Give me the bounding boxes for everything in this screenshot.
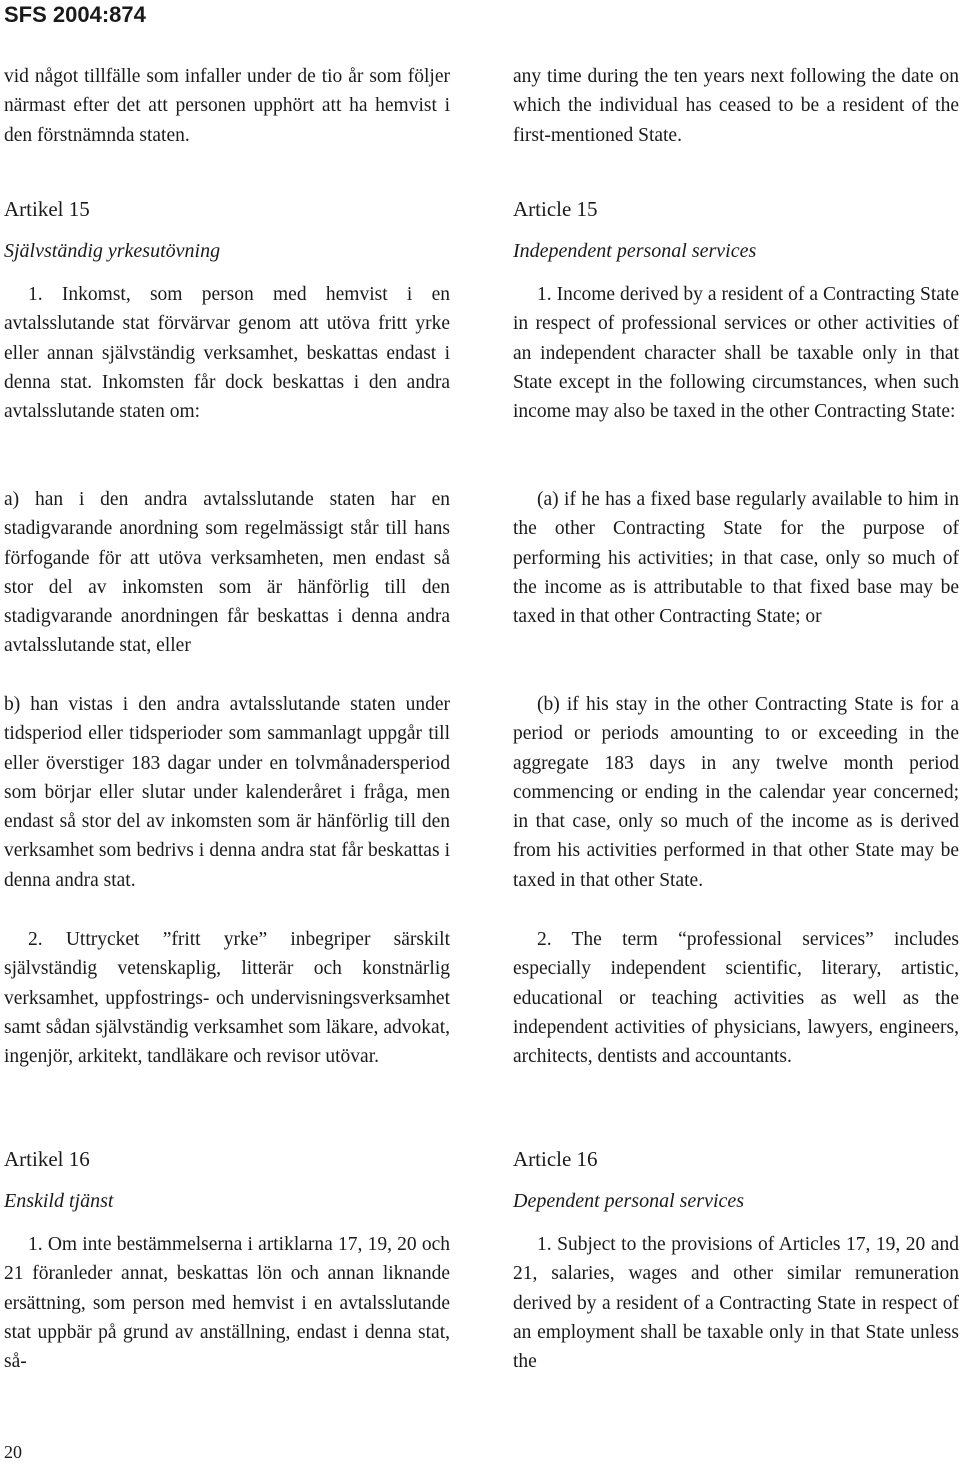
en-intro: any time during the ten years next following the date on which the individual has ceased to be a resident of the first-mentioned State. xyxy=(513,66,959,146)
en-art16-p1: 1. Subject to the provisions of Articles 17, 19, 20 and 21, salaries, wages and other similar remuneration derived by a resident of a Contracting State in respect of an employment shall be taxable only in that State unless the xyxy=(513,1234,959,1373)
sv-art15-p2: 2. Uttrycket ”fritt yrke” inbegriper särskilt självständig vetenskaplig, litterär och konstnärlig verksamhet, uppfostrings- och undervisningsverksamhet samt sådan självständig verksamhet som läkare, advokat, ingenjör, arkitekt, tandläkare och revisor utövar. xyxy=(4,929,450,1068)
sv-art15-pb: b) han vistas i den andra avtalsslutande staten under tidsperiod eller tidsperioder som sammanlagt uppgår till eller överstiger 183 dagar under en tolvmånadersperiod som börjar eller slutar under kalenderåret i fråga, men endast så stor del av inkomsten som är hänförlig till den verksamhet som bedrivs i denna andra stat får beskattas i denna andra stat. xyxy=(4,694,450,891)
sv-art16-subheading: Enskild tjänst xyxy=(4,1190,114,1212)
sv-art15-subheading: Självständig yrkesutövning xyxy=(4,240,221,262)
sv-art15-pa: a) han i den andra avtalsslutande staten har en stadigvarande anordning som regelmässigt står till hans förfogande för att utöva verksamheten, men endast så stor del av inkomsten som är hänförlig till den stadigvarande anordningen får beskattas i denna andra avtalsslutande stat, eller xyxy=(4,489,450,657)
document-header: SFS 2004:874 xyxy=(4,2,146,27)
sv-art16-heading: Artikel 16 xyxy=(4,1147,90,1171)
en-art15-pa: (a) if he has a fixed base regularly available to him in the other Contracting State for the purpose of performing his activities; in that case, only so much of the income as is attributable to that fixed base may be taxed in that other Contracting State; or xyxy=(513,489,959,628)
sv-intro: vid något tillfälle som infaller under de tio år som följer närmast efter det att personen upphört att ha hemvist i den förstnämnda staten. xyxy=(4,66,450,146)
sv-art16-p1: 1. Om inte bestämmelserna i artiklarna 17, 19, 20 och 21 föranleder annat, beskattas lön och annan liknande ersättning, som person med hemvist i en avtalsslutande stat uppbär på grund av anställning, endast i denna stat, så- xyxy=(4,1234,450,1373)
en-art15-pb: (b) if his stay in the other Contracting State is for a period or periods amounting to or exceeding in the aggregate 183 days in any twelve month period commencing or ending in the calendar year concerned; in that case, only so much of the income as is derived from his activities performed in that other State may be taxed in that other State. xyxy=(513,694,959,891)
sv-art15-heading: Artikel 15 xyxy=(4,197,90,221)
en-art15-subheading: Independent personal services xyxy=(513,240,757,262)
sv-art15-p1: 1. Inkomst, som person med hemvist i en avtalsslutande stat förvärvar genom att utöva fritt yrke eller annan självständig verksamhet, beskattas endast i denna stat. Inkomsten får dock beskattas i den andra avtalsslutande staten om: xyxy=(4,284,450,423)
page-number: 20 xyxy=(4,1442,22,1462)
en-art15-p2: 2. The term “professional services” includes especially independent scientific, literary, artistic, educational or teaching activities as well as the independent activities of physicians, lawyers, engineers, architects, dentists and accountants. xyxy=(513,929,959,1068)
en-art15-p1: 1. Income derived by a resident of a Contracting State in respect of professional services or other activities of an independent character shall be taxable only in that State except in the following circumstances, when such income may also be taxed in the other Contracting State: xyxy=(513,284,959,423)
en-art16-heading: Article 16 xyxy=(513,1147,598,1171)
en-art15-heading: Article 15 xyxy=(513,197,598,221)
en-art16-subheading: Dependent personal services xyxy=(513,1190,745,1212)
